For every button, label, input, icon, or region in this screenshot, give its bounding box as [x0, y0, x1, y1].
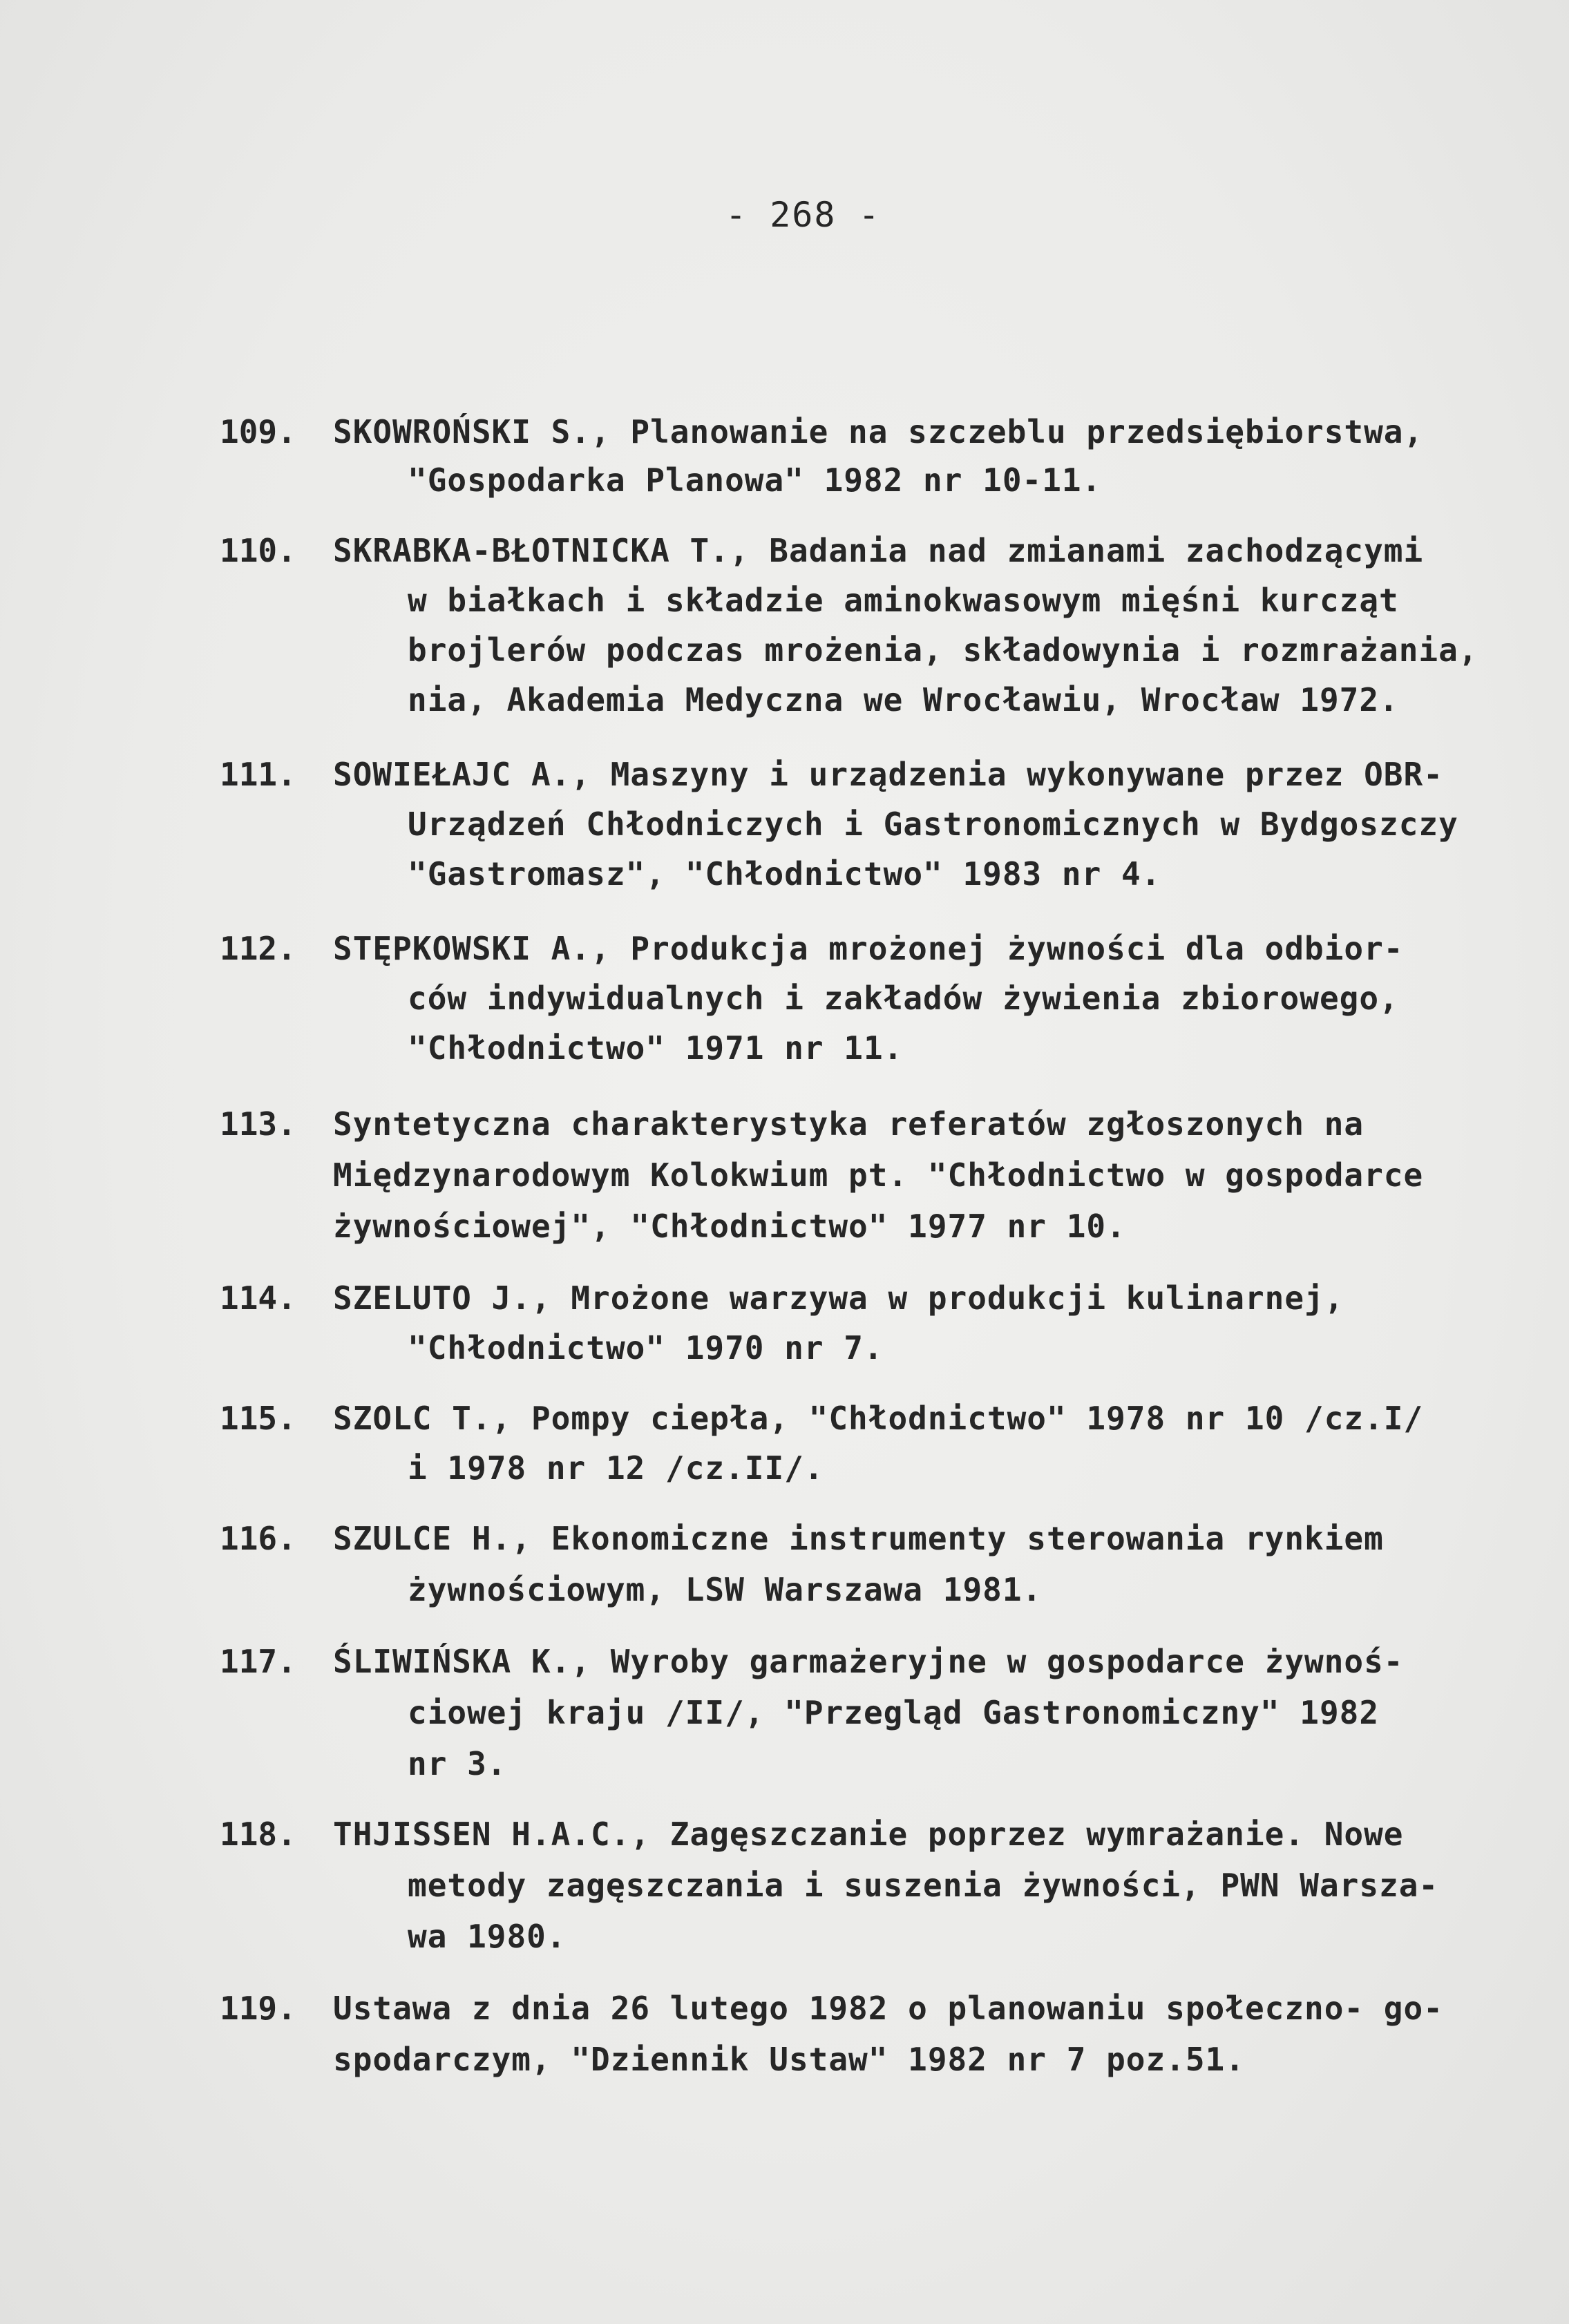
entry-line: brojlerów podczas mrożenia, składowynia i rozmrażania,	[408, 631, 1478, 669]
entry-line: metody zagęszczania i suszenia żywności, PWN Warsza-	[408, 1867, 1439, 1904]
entry-line: Ustawa z dnia 26 lutego 1982 o planowaniu społeczno- go-	[333, 1990, 1443, 2027]
page-number: - 268 -	[725, 195, 881, 235]
entry-line: i 1978 nr 12 /cz.II/.	[408, 1449, 824, 1487]
entry-line: SKOWROŃSKI S., Planowanie na szczeblu przedsiębiorstwa,	[333, 413, 1424, 450]
entry-line: ciowej kraju /II/, "Przegląd Gastronomiczny" 1982	[408, 1694, 1380, 1731]
entry-line: żywnościowym, LSW Warszawa 1981.	[408, 1571, 1043, 1608]
entry-line: SKRABKA-BŁOTNICKA T., Badania nad zmianami zachodzącymi	[333, 532, 1424, 569]
entry-number: 110.	[220, 532, 296, 569]
entry-number: 109.	[220, 413, 296, 450]
entry-line: nia, Akademia Medyczna we Wrocławiu, Wrocław 1972.	[408, 681, 1399, 718]
entry-line: ŚLIWIŃSKA K., Wyroby garmażeryjne w gospodarce żywnoś-	[333, 1643, 1404, 1680]
entry-line: Urządzeń Chłodniczych i Gastronomicznych w Bydgoszczy	[408, 806, 1458, 843]
entry-line: nr 3.	[408, 1745, 507, 1782]
entry-line: w białkach i składzie aminokwasowym mięśni kurcząt	[408, 582, 1399, 619]
entry-number: 113.	[220, 1105, 296, 1143]
entry-number: 115.	[220, 1400, 296, 1437]
entry-number: 117.	[220, 1643, 296, 1680]
entry-line: "Chłodnictwo" 1970 nr 7.	[408, 1329, 884, 1366]
entry-line: SZOLC T., Pompy ciepła, "Chłodnictwo" 1978 nr 10 /cz.I/	[333, 1400, 1424, 1437]
entry-number: 114.	[220, 1279, 296, 1317]
entry-number: 118.	[220, 1816, 296, 1853]
entry-line: wa 1980.	[408, 1918, 567, 1955]
entry-line: Syntetyczna charakterystyka referatów zgłoszonych na	[333, 1105, 1364, 1143]
entry-line: ców indywidualnych i zakładów żywienia zbiorowego,	[408, 980, 1399, 1017]
entry-line: "Gastromasz", "Chłodnictwo" 1983 nr 4.	[408, 855, 1161, 893]
entry-line: "Chłodnictwo" 1971 nr 11.	[408, 1029, 904, 1067]
entry-number: 111.	[220, 756, 296, 793]
entry-number: 116.	[220, 1520, 296, 1557]
entry-number: 119.	[220, 1990, 296, 2027]
entry-line: STĘPKOWSKI A., Produkcja mrożonej żywności dla odbior-	[333, 930, 1404, 967]
entry-line: spodarczym, "Dziennik Ustaw" 1982 nr 7 poz.51.	[333, 2041, 1245, 2078]
entry-line: SOWIEŁAJC A., Maszyny i urządzenia wykonywane przez OBR-	[333, 756, 1443, 793]
entry-number: 112.	[220, 930, 296, 967]
entry-line: SZULCE H., Ekonomiczne instrumenty sterowania rynkiem	[333, 1520, 1384, 1557]
entry-line: SZELUTO J., Mrożone warzywa w produkcji kulinarnej,	[333, 1279, 1344, 1317]
entry-line: Międzynarodowym Kolokwium pt. "Chłodnictwo w gospodarce	[333, 1156, 1424, 1194]
entry-line: "Gospodarka Planowa" 1982 nr 10-11.	[408, 461, 1102, 499]
entry-line: żywnościowej", "Chłodnictwo" 1977 nr 10.	[333, 1208, 1126, 1245]
entry-line: THJISSEN H.A.C., Zagęszczanie poprzez wymrażanie. Nowe	[333, 1816, 1404, 1853]
